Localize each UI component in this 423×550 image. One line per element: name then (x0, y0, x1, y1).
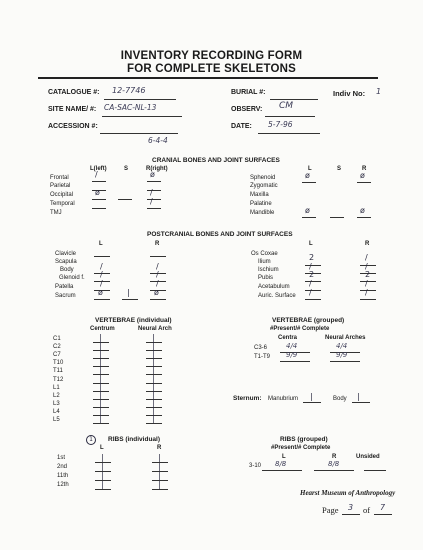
rib-right-blank[interactable] (152, 489, 168, 490)
check-mark: | (152, 357, 155, 367)
check-mark: | (101, 462, 104, 471)
post-row: Scapula (55, 259, 77, 265)
blank-line[interactable] (357, 182, 371, 183)
vert-col-arch: Neural Arch (138, 326, 172, 332)
blank-line[interactable] (302, 217, 316, 218)
check-mark: | (101, 453, 104, 462)
accession-label: ACCESSION #: (48, 123, 98, 130)
catalogue-line (104, 99, 176, 100)
blank-line[interactable] (364, 470, 386, 471)
check-mark: | (152, 333, 155, 342)
vert-row-label: T10 (53, 360, 64, 367)
vert-row-label: C2 (53, 344, 61, 351)
museum-name: Hearst Museum of Anthropology (300, 489, 396, 497)
page-label: Page (322, 505, 339, 515)
ribs-grp-col-unsided: Unsided (356, 454, 380, 460)
check-mark: / (100, 279, 103, 288)
check-mark: | (99, 397, 102, 407)
check-mark: / (365, 262, 368, 271)
vert-grp-centra-value[interactable]: 4/4 (286, 342, 298, 350)
vert-row-label: T11 (53, 368, 63, 375)
cranial-rcol-r: R (362, 166, 367, 172)
blank-line[interactable] (352, 402, 370, 403)
blank-line[interactable] (360, 281, 376, 282)
cranial-rcol-l: L (308, 166, 312, 172)
ribs-col-l: L (100, 445, 104, 451)
check-mark: ø (305, 206, 310, 215)
blank-line[interactable] (305, 299, 321, 300)
check-mark: ø (360, 206, 365, 215)
check-mark: | (99, 365, 102, 375)
check-mark: | (158, 480, 161, 489)
blank-line[interactable] (150, 299, 166, 300)
blank-line[interactable] (302, 182, 316, 183)
blank-line[interactable] (357, 217, 371, 218)
post-rcol-l: L (309, 241, 313, 247)
vert-row-label: T12 (53, 376, 64, 383)
blank-line[interactable] (147, 208, 161, 209)
blank-line[interactable] (262, 470, 302, 471)
vert-grp-centra-value[interactable]: 9/9 (286, 351, 298, 359)
check-mark: / (309, 279, 312, 288)
post-row: Sacrum (55, 293, 76, 299)
rib-row-label: 11th (57, 473, 69, 479)
ribs-grp-col-r: R (332, 454, 337, 460)
check-mark: | (158, 471, 161, 480)
check-mark: ø (150, 170, 155, 179)
blank-line[interactable] (94, 256, 110, 257)
blank-line[interactable] (305, 265, 321, 266)
ribs-ind-heading: RIBS (individual) (108, 436, 160, 443)
date-label: DATE: (231, 123, 252, 130)
blank-line[interactable] (92, 199, 106, 200)
vert-grp-row-label: C3-6 (254, 345, 268, 351)
vert-row-label: C7 (53, 352, 61, 359)
vert-grp-sub: #Present/# Complete (270, 326, 330, 332)
post-col-r: R (155, 241, 160, 247)
check-mark: | (101, 471, 104, 480)
rib-row-label: 1st (57, 455, 66, 461)
post-row: Clavicle (55, 251, 77, 257)
observ-label: OBSERV: (231, 106, 263, 113)
vert-row-label: L5 (53, 417, 60, 423)
vert-ind-heading: VERTEBRAE (individual) (95, 317, 172, 324)
indiv-value[interactable]: 1 (376, 87, 382, 96)
check-mark: | (152, 389, 155, 399)
check-mark: 2 (309, 270, 315, 279)
title-rule (38, 77, 378, 79)
blank-line[interactable] (303, 402, 321, 403)
blank-line[interactable] (92, 208, 106, 209)
check-mark: ø (154, 288, 159, 297)
cranial-rrow: Sphenoid (250, 175, 276, 181)
cranial-row: Frontal (50, 175, 69, 181)
check-mark: | (99, 381, 102, 391)
check-mark: | (99, 349, 102, 359)
body-label: Body (333, 396, 347, 402)
blank-line[interactable] (122, 299, 138, 300)
vert-row-label: C1 (53, 336, 61, 342)
vert-grp-col-arches: Neural Arches (325, 335, 366, 341)
blank-line[interactable] (305, 281, 321, 282)
blank-line[interactable] (280, 361, 310, 362)
blank-line[interactable] (118, 199, 132, 200)
postcranial-heading: POSTCRANIAL BONES AND JOINT SURFACES (147, 231, 293, 238)
vert-row-label: L4 (53, 408, 60, 415)
check-mark: | (158, 462, 161, 471)
blank-line[interactable] (92, 181, 106, 182)
check-mark: / (100, 270, 103, 279)
check-mark: ø (305, 171, 310, 180)
check-mark: | (152, 349, 155, 359)
check-mark: / (365, 279, 368, 288)
vert-grp-heading: VERTEBRAE (grouped) (272, 317, 345, 324)
post-row: Body (60, 267, 74, 273)
check-mark: / (156, 270, 159, 279)
vert-grp-arches-value[interactable]: 9/9 (336, 351, 348, 359)
post-rrow: Ilium (258, 259, 271, 265)
manubrium-label: Manubrium (268, 396, 299, 402)
blank-line[interactable] (305, 290, 321, 291)
check-mark: / (365, 288, 368, 297)
check-mark: / (309, 262, 312, 271)
date-value[interactable]: 5-7-96 (268, 120, 293, 129)
accession-line (100, 133, 178, 134)
vert-row-label: L3 (53, 400, 60, 407)
check-mark: | (152, 373, 155, 383)
check-mark: / (365, 253, 368, 262)
form-title-line2: FOR COMPLETE SKELETONS (126, 63, 297, 75)
cranial-rrow: Palatine (250, 201, 272, 207)
check-mark: | (158, 453, 161, 462)
blank-line[interactable] (360, 290, 376, 291)
cranial-row: Temporal (50, 201, 75, 207)
check-mark: / (156, 279, 159, 288)
ribs-grp-col-l: L (282, 454, 286, 460)
check-mark: | (99, 333, 102, 342)
post-rrow: Auric. Surface (258, 293, 296, 299)
sternum-label: Sternum: (233, 395, 262, 402)
of-label: of (363, 505, 371, 515)
cranial-rcol-s: S (337, 166, 342, 172)
vert-row-label: L2 (53, 392, 60, 399)
burial-line (270, 99, 318, 100)
check-mark: / (156, 262, 159, 271)
cranial-col-r: R(right) (146, 166, 168, 172)
post-rcol-r: R (365, 241, 370, 247)
post-rrow: Acetabulum (258, 284, 290, 290)
check-mark: | (152, 397, 155, 407)
note-value: 6-4-4 (148, 136, 168, 145)
check-mark: 2 (365, 270, 371, 279)
circle-mark: 1 (86, 435, 96, 445)
post-col-l: L (99, 241, 103, 247)
vert-grp-row-label: T1-T9 (254, 354, 271, 360)
ribs-grp-sub: #Present/# Complete (271, 445, 331, 451)
check-mark: | (310, 392, 313, 401)
catalogue-value[interactable]: 12-7746 (112, 86, 146, 95)
check-mark: | (152, 405, 155, 415)
check-mark: / (309, 288, 312, 297)
check-mark: ø (98, 288, 103, 297)
check-mark: / (150, 188, 153, 197)
check-mark: | (152, 414, 155, 423)
check-mark: | (99, 373, 102, 383)
page-total[interactable]: 7 (380, 503, 386, 512)
post-rrow: Pubis (258, 275, 274, 281)
check-mark: | (152, 381, 155, 391)
cranial-rrow: Zygomatic (250, 183, 278, 189)
check-mark: / (150, 197, 153, 206)
observ-line (265, 116, 315, 117)
catalogue-label: CATALOGUE #: (48, 89, 100, 96)
burial-label: BURIAL #: (231, 89, 266, 96)
vert-centrum-blank[interactable] (93, 423, 109, 424)
check-mark: ø (360, 171, 365, 180)
form-title-line1: INVENTORY RECORDING FORM (120, 50, 303, 62)
blank-line[interactable] (360, 299, 376, 300)
check-mark: | (127, 288, 130, 297)
ribs-col-r: R (157, 445, 162, 451)
cranial-row: Parietal (50, 183, 71, 189)
check-mark: | (357, 392, 360, 401)
check-mark: / (95, 170, 98, 179)
vert-grp-col-centra: Centra (278, 335, 298, 341)
post-row: Patella (55, 284, 74, 290)
blank-line[interactable] (94, 299, 110, 300)
blank-line[interactable] (314, 470, 354, 471)
cranial-row: Occipital (50, 192, 74, 198)
site-label: SITE NAME/ #: (48, 106, 97, 113)
observ-value[interactable]: CM (279, 101, 294, 111)
page-num-line (342, 514, 360, 515)
page-num[interactable]: 3 (348, 503, 354, 512)
cranial-rrow: Mandible (250, 210, 275, 216)
check-mark: | (99, 414, 102, 423)
vert-arch-blank[interactable] (146, 423, 162, 424)
check-mark: | (101, 480, 104, 489)
ribs-grp-row-label: 3-10 (249, 463, 262, 469)
post-rrow: Ischium (258, 267, 279, 273)
blank-line[interactable] (330, 217, 344, 218)
date-line (258, 133, 320, 134)
cranial-rrow: Maxilla (250, 192, 269, 198)
check-mark: ø (95, 188, 100, 197)
check-mark: | (152, 365, 155, 375)
cranial-heading: CRANIAL BONES AND JOINT SURFACES (152, 157, 280, 164)
ribs-grp-left-value[interactable]: 8/8 (275, 460, 287, 468)
check-mark: | (99, 341, 102, 351)
rib-left-blank[interactable] (95, 489, 111, 490)
blank-line[interactable] (330, 361, 360, 362)
check-mark: 2 (309, 253, 315, 262)
post-rrow: Os Coxae (251, 251, 278, 257)
cranial-col-s: S (124, 166, 129, 172)
rib-row-label: 2nd (57, 464, 68, 470)
blank-line[interactable] (150, 256, 166, 257)
check-mark: | (99, 357, 102, 367)
vert-row-label: L1 (53, 384, 60, 391)
indiv-label: Indiv No: (333, 89, 366, 98)
ribs-grp-right-value[interactable]: 8/8 (328, 460, 340, 468)
ribs-grp-heading: RIBS (grouped) (280, 436, 328, 443)
check-mark: | (99, 405, 102, 415)
site-line (102, 116, 182, 117)
check-mark: | (152, 341, 155, 351)
blank-line[interactable] (360, 265, 376, 266)
page-total-line (374, 514, 392, 515)
check-mark: / (100, 262, 103, 271)
vert-col-centrum: Centrum (90, 326, 115, 332)
site-value[interactable]: CA-SAC-NL-13 (104, 103, 157, 112)
blank-line[interactable] (147, 181, 161, 182)
check-mark: | (99, 389, 102, 399)
vert-grp-arches-value[interactable]: 4/4 (336, 342, 348, 350)
post-row: Glenoid f. (59, 275, 85, 281)
cranial-row: TMJ (50, 210, 62, 216)
cranial-col-l: L(left) (90, 166, 107, 172)
rib-row-label: 12th (57, 482, 69, 488)
